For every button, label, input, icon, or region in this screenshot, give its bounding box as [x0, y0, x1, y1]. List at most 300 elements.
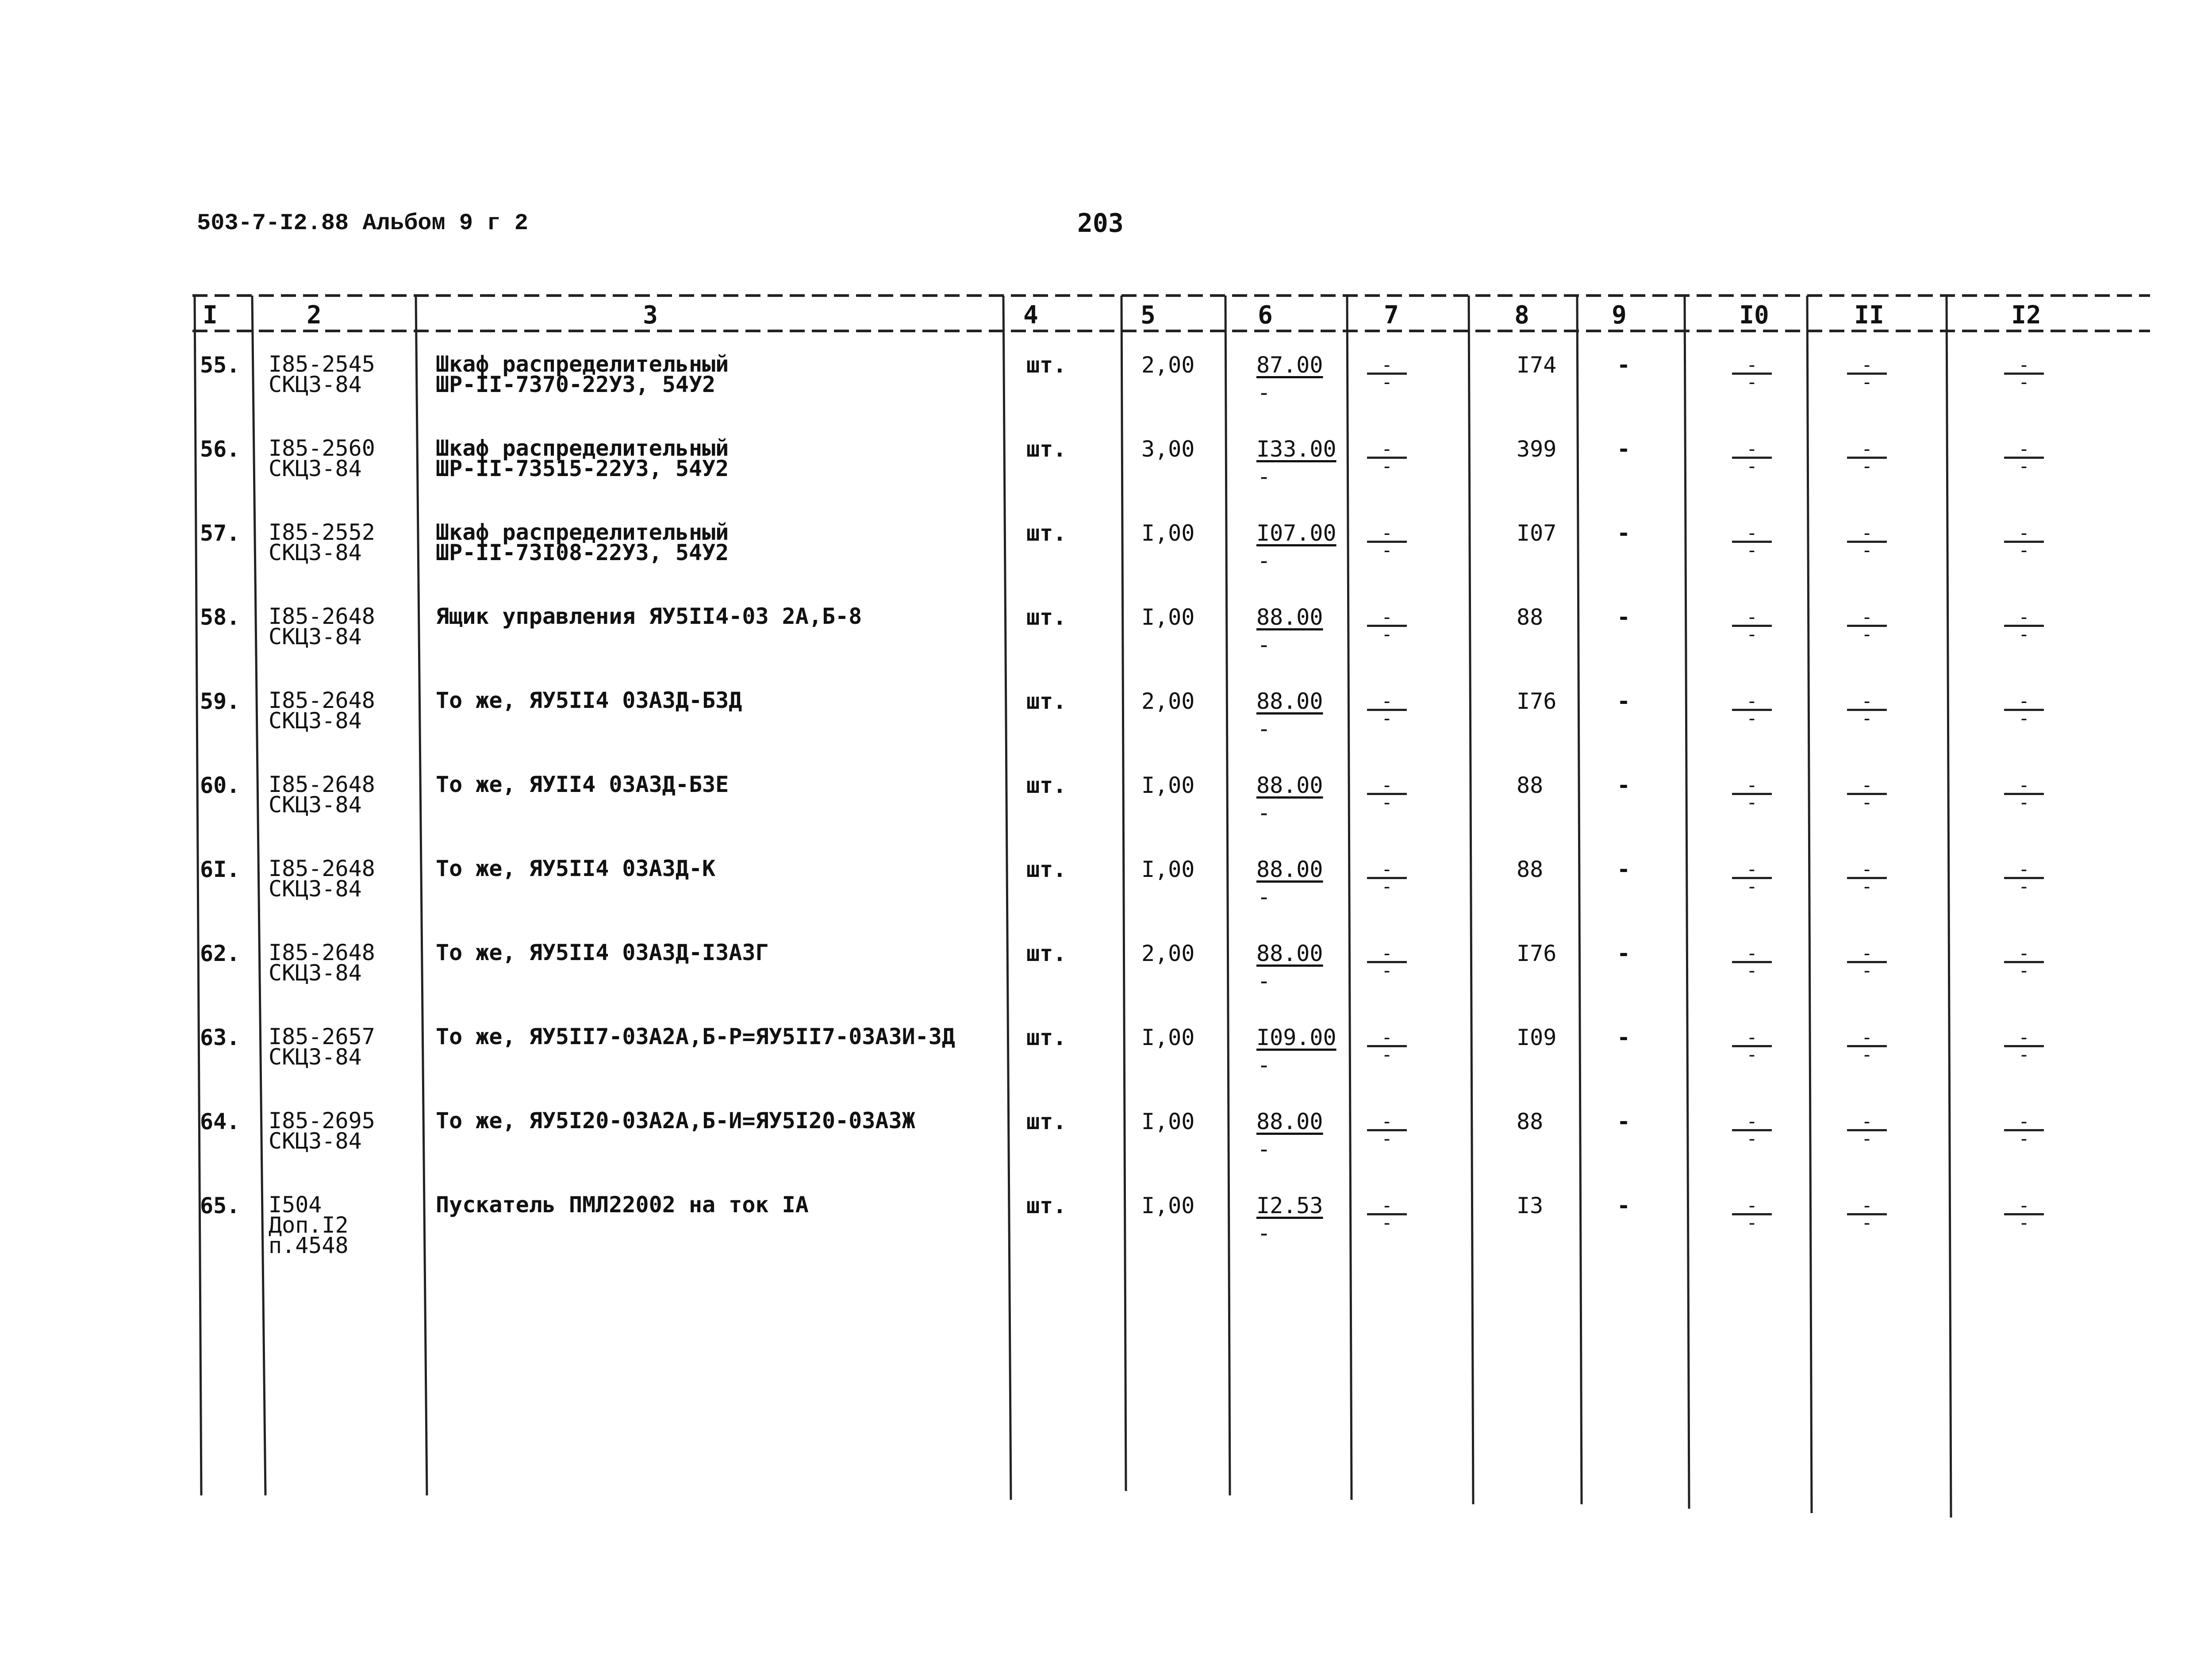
quantity: I,00: [1141, 520, 1195, 546]
table-row: [0, 1192, 2212, 1279]
column-header-11: II: [1854, 301, 1884, 330]
price-code-line: СКЦЗ-84: [269, 876, 362, 902]
price-code: [269, 435, 375, 481]
column-9-value: -: [1617, 1193, 1631, 1218]
unit-price: [1256, 522, 1336, 572]
unit: шт.: [1026, 941, 1067, 966]
fraction-denominator: -: [1861, 876, 1873, 897]
fraction-mark: [1847, 1026, 1887, 1065]
item-name: [436, 858, 715, 879]
fraction-numerator: -: [2018, 1111, 2030, 1132]
unit-price-value: 88.00: [1256, 772, 1323, 798]
fraction-numerator: -: [1381, 1026, 1393, 1048]
unit-price-sub: -: [1257, 1052, 1271, 1078]
fraction-numerator: -: [1381, 690, 1393, 712]
fraction-numerator: -: [2018, 690, 2030, 712]
price-code: [269, 772, 375, 818]
fraction-denominator: -: [1746, 371, 1758, 393]
quantity: I,00: [1141, 1109, 1195, 1134]
item-name: [436, 690, 742, 711]
column-header-8: 8: [1514, 301, 1529, 330]
quantity: 3,00: [1141, 436, 1195, 462]
fraction-numerator: -: [2018, 858, 2030, 880]
item-name-line: Ящик управления ЯУ5II4-03 2А,Б-8: [436, 603, 862, 629]
fraction-mark: [1732, 942, 1772, 981]
fraction-mark: [2004, 522, 2044, 561]
fraction-mark: [1847, 690, 1887, 729]
quantity: 2,00: [1141, 352, 1195, 378]
fraction-denominator: -: [2018, 539, 2030, 561]
fraction-mark: [1732, 438, 1772, 477]
fraction-numerator: -: [1861, 942, 1873, 964]
fraction-numerator: -: [2018, 606, 2030, 628]
row-number: 55.: [200, 352, 240, 378]
unit-price-sub: -: [1257, 464, 1271, 489]
quantity: 2,00: [1141, 688, 1195, 714]
price-code-line: СКЦЗ-84: [269, 624, 362, 649]
total-cost: I74: [1517, 352, 1557, 378]
fraction-denominator: -: [1381, 1044, 1393, 1065]
unit-price-value: 88.00: [1256, 941, 1323, 966]
total-cost: 88: [1517, 857, 1544, 882]
fraction-denominator: -: [1861, 455, 1873, 477]
unit-price-sub: -: [1257, 548, 1271, 573]
item-name: [436, 435, 729, 481]
fraction-numerator: -: [1861, 354, 1873, 376]
item-name: [436, 351, 729, 397]
item-name: [436, 519, 729, 565]
fraction-numerator: -: [1381, 354, 1393, 376]
price-code: [269, 688, 375, 734]
fraction-numerator: -: [1381, 438, 1393, 460]
item-name-line: Шкаф распределительный: [436, 435, 729, 461]
unit-price-sub: -: [1257, 632, 1271, 657]
unit-price: [1256, 606, 1323, 656]
price-code: [269, 1024, 375, 1070]
fraction-denominator: -: [2018, 1128, 2030, 1149]
column-9-value: -: [1617, 688, 1631, 714]
fraction-numerator: -: [1861, 690, 1873, 712]
item-name-line: То же, ЯУ5II4 03А3Д-Б3Д: [436, 688, 742, 713]
fraction-mark: [1367, 522, 1407, 561]
price-code-line: I85-2648: [269, 603, 375, 629]
column-header-4: 4: [1023, 301, 1038, 330]
fraction-numerator: -: [1746, 1111, 1758, 1132]
column-9-value: -: [1617, 436, 1631, 462]
column-header-9: 9: [1612, 301, 1627, 330]
fraction-denominator: -: [2018, 707, 2030, 729]
fraction-denominator: -: [2018, 792, 2030, 813]
fraction-denominator: -: [1746, 1212, 1758, 1233]
item-name-line: То же, ЯУ5II4 03А3Д-К: [436, 856, 716, 881]
fraction-denominator: -: [1861, 1212, 1873, 1233]
price-code-line: I85-2648: [269, 772, 375, 797]
fraction-denominator: -: [2018, 1044, 2030, 1065]
fraction-denominator: -: [1746, 623, 1758, 645]
column-header-12: I2: [2011, 301, 2041, 330]
unit-price-value: I33.00: [1256, 436, 1336, 462]
unit-price-sub: -: [1257, 716, 1271, 742]
fraction-numerator: -: [1746, 438, 1758, 460]
fraction-numerator: -: [1746, 1026, 1758, 1048]
fraction-mark: [1847, 438, 1887, 477]
column-header-3: 3: [643, 301, 658, 330]
fraction-mark: [1732, 522, 1772, 561]
fraction-numerator: -: [1861, 1195, 1873, 1216]
fraction-numerator: -: [1381, 774, 1393, 796]
table-row: [0, 774, 2212, 858]
fraction-mark: [1732, 774, 1772, 813]
item-name: [436, 1108, 915, 1134]
unit-price: [1256, 942, 1323, 992]
column-9-value: -: [1617, 604, 1631, 630]
row-number: 58.: [200, 604, 240, 630]
item-name-line: Шкаф распределительный: [436, 519, 729, 545]
unit: шт.: [1026, 352, 1067, 378]
fraction-numerator: -: [2018, 354, 2030, 376]
table-row: [0, 690, 2212, 774]
unit-price-sub: -: [1257, 1136, 1271, 1162]
item-name-line: ШР-II-73515-22У3, 54У2: [436, 456, 729, 481]
unit-price-sub: -: [1257, 800, 1271, 826]
unit-price-value: I09.00: [1256, 1025, 1336, 1050]
fraction-denominator: -: [1861, 960, 1873, 981]
column-9-value: -: [1617, 1025, 1631, 1050]
fraction-denominator: -: [1381, 371, 1393, 393]
fraction-denominator: -: [1381, 1212, 1393, 1233]
total-cost: 88: [1517, 604, 1544, 630]
price-code-line: СКЦЗ-84: [269, 1044, 362, 1070]
price-code: [269, 1108, 375, 1154]
item-name-line: То же, ЯУ5II4 03А3Д-I3А3Г: [436, 940, 769, 965]
unit-price-value: I2.53: [1256, 1193, 1323, 1218]
unit-price-sub: -: [1257, 1220, 1271, 1246]
fraction-mark: [1732, 354, 1772, 393]
fraction-denominator: -: [1381, 623, 1393, 645]
fraction-numerator: -: [1861, 858, 1873, 880]
unit-price-sub: -: [1257, 884, 1271, 910]
unit-price-value: 87.00: [1256, 352, 1323, 378]
fraction-numerator: -: [1861, 438, 1873, 460]
quantity: I,00: [1141, 857, 1195, 882]
price-code-line: СКЦЗ-84: [269, 960, 362, 986]
item-name-line: То же, ЯУ5II7-03А2А,Б-Р=ЯУ5II7-03А3И-3Д: [436, 1024, 955, 1049]
fraction-denominator: -: [1381, 539, 1393, 561]
unit-price-value: 88.00: [1256, 604, 1323, 630]
fraction-denominator: -: [2018, 371, 2030, 393]
unit-price-sub: -: [1257, 380, 1271, 405]
fraction-numerator: -: [1746, 606, 1758, 628]
fraction-numerator: -: [1746, 1195, 1758, 1216]
unit-price: [1256, 690, 1323, 740]
row-number: 57.: [200, 520, 240, 546]
fraction-numerator: -: [1861, 1111, 1873, 1132]
row-number: 56.: [200, 436, 240, 462]
unit: шт.: [1026, 772, 1067, 798]
fraction-denominator: -: [2018, 1212, 2030, 1233]
item-name: [436, 603, 862, 629]
fraction-mark: [1367, 438, 1407, 477]
fraction-mark: [1367, 606, 1407, 645]
unit-price: [1256, 774, 1323, 824]
price-code-line: I85-2657: [269, 1024, 375, 1049]
fraction-numerator: -: [1746, 522, 1758, 544]
table-row: [0, 435, 2212, 522]
fraction-mark: [1847, 606, 1887, 645]
unit: шт.: [1026, 1025, 1067, 1050]
unit: шт.: [1026, 857, 1067, 882]
fraction-mark: [1847, 774, 1887, 813]
price-code-line: СКЦЗ-84: [269, 456, 362, 481]
price-code: [269, 1192, 349, 1258]
column-header-5: 5: [1141, 301, 1156, 330]
fraction-denominator: -: [2018, 455, 2030, 477]
quantity: I,00: [1141, 1025, 1195, 1050]
fraction-mark: [2004, 438, 2044, 477]
fraction-mark: [1367, 942, 1407, 981]
item-name-line: ШР-II-73I08-22У3, 54У2: [436, 540, 729, 565]
price-code-line: I85-2648: [269, 688, 375, 713]
total-cost: I09: [1517, 1025, 1557, 1050]
price-code: [269, 856, 375, 902]
unit-price: [1256, 858, 1323, 908]
unit-price-sub: -: [1257, 968, 1271, 994]
total-cost: 88: [1517, 772, 1544, 798]
price-code-line: I85-2552: [269, 519, 375, 545]
fraction-denominator: -: [1861, 371, 1873, 393]
quantity: I,00: [1141, 604, 1195, 630]
total-cost: I07: [1517, 520, 1557, 546]
row-number: 65.: [200, 1193, 240, 1218]
fraction-denominator: -: [1381, 455, 1393, 477]
column-9-value: -: [1617, 941, 1631, 966]
fraction-numerator: -: [1381, 606, 1393, 628]
fraction-mark: [1732, 606, 1772, 645]
total-cost: I3: [1517, 1193, 1544, 1218]
fraction-denominator: -: [1746, 1128, 1758, 1149]
fraction-numerator: -: [1746, 942, 1758, 964]
fraction-numerator: -: [1381, 858, 1393, 880]
fraction-denominator: -: [1861, 539, 1873, 561]
price-code-line: I85-2648: [269, 856, 375, 881]
fraction-mark: [1732, 858, 1772, 897]
item-name: [436, 1192, 809, 1218]
fraction-numerator: -: [1381, 522, 1393, 544]
fraction-mark: [1847, 1195, 1887, 1233]
fraction-denominator: -: [1746, 960, 1758, 981]
price-code: [269, 940, 375, 986]
unit: шт.: [1026, 520, 1067, 546]
fraction-mark: [1367, 690, 1407, 729]
unit: шт.: [1026, 436, 1067, 462]
fraction-denominator: -: [1746, 707, 1758, 729]
item-name-line: Шкаф распределительный: [436, 351, 729, 377]
fraction-mark: [2004, 1111, 2044, 1149]
table-row: [0, 942, 2212, 1026]
fraction-denominator: -: [1381, 707, 1393, 729]
fraction-denominator: -: [2018, 623, 2030, 645]
price-code-line: I85-2648: [269, 940, 375, 965]
price-code-line: СКЦЗ-84: [269, 540, 362, 565]
fraction-numerator: -: [1746, 858, 1758, 880]
fraction-mark: [2004, 858, 2044, 897]
fraction-numerator: -: [1861, 522, 1873, 544]
unit: шт.: [1026, 604, 1067, 630]
page-number: 203: [1077, 208, 1124, 238]
fraction-denominator: -: [1381, 1128, 1393, 1149]
table-row: [0, 603, 2212, 690]
fraction-numerator: -: [1381, 1195, 1393, 1216]
item-name-line: Пускатель ПМЛ22002 на ток IА: [436, 1192, 809, 1218]
fraction-numerator: -: [2018, 522, 2030, 544]
fraction-numerator: -: [1381, 1111, 1393, 1132]
fraction-mark: [2004, 942, 2044, 981]
fraction-numerator: -: [1746, 774, 1758, 796]
row-number: 6I.: [200, 857, 240, 882]
fraction-denominator: -: [2018, 876, 2030, 897]
total-cost: 399: [1517, 436, 1557, 462]
quantity: I,00: [1141, 1193, 1195, 1218]
fraction-mark: [1732, 690, 1772, 729]
row-number: 62.: [200, 941, 240, 966]
fraction-mark: [2004, 690, 2044, 729]
unit-price: [1256, 1195, 1323, 1244]
unit-price: [1256, 1026, 1336, 1076]
price-code-line: СКЦЗ-84: [269, 1128, 362, 1154]
fraction-mark: [1847, 858, 1887, 897]
table-row: [0, 351, 2212, 438]
unit: шт.: [1026, 688, 1067, 714]
fraction-mark: [1367, 1195, 1407, 1233]
item-name-line: То же, ЯУII4 03А3Д-Б3Е: [436, 772, 729, 797]
fraction-numerator: -: [1381, 942, 1393, 964]
fraction-mark: [2004, 1026, 2044, 1065]
fraction-numerator: -: [1746, 354, 1758, 376]
column-9-value: -: [1617, 352, 1631, 378]
table-row: [0, 519, 2212, 606]
fraction-numerator: -: [1746, 690, 1758, 712]
fraction-numerator: -: [2018, 774, 2030, 796]
fraction-mark: [1367, 774, 1407, 813]
row-number: 60.: [200, 772, 240, 798]
fraction-mark: [2004, 774, 2044, 813]
column-9-value: -: [1617, 1109, 1631, 1134]
fraction-denominator: -: [1746, 539, 1758, 561]
fraction-numerator: -: [1861, 774, 1873, 796]
price-code: [269, 519, 375, 565]
row-number: 63.: [200, 1025, 240, 1050]
item-name: [436, 1026, 955, 1047]
total-cost: I76: [1517, 941, 1557, 966]
table-row: [0, 1026, 2212, 1111]
fraction-mark: [2004, 606, 2044, 645]
fraction-mark: [1732, 1195, 1772, 1233]
column-header-1: I: [203, 301, 218, 330]
item-name: [436, 774, 729, 795]
price-code-line: I504: [269, 1192, 322, 1218]
fraction-denominator: -: [2018, 960, 2030, 981]
fraction-mark: [2004, 1195, 2044, 1233]
unit-price: [1256, 354, 1323, 403]
column-header-6: 6: [1258, 301, 1273, 330]
column-header-2: 2: [307, 301, 322, 330]
fraction-denominator: -: [1381, 792, 1393, 813]
fraction-denominator: -: [1861, 1128, 1873, 1149]
fraction-mark: [1847, 1111, 1887, 1149]
fraction-denominator: -: [1381, 960, 1393, 981]
item-name-line: То же, ЯУ5I20-03А2А,Б-И=ЯУ5I20-03А3Ж: [436, 1108, 915, 1134]
fraction-numerator: -: [2018, 1195, 2030, 1216]
price-code-line: I85-2695: [269, 1108, 375, 1134]
fraction-denominator: -: [1746, 792, 1758, 813]
fraction-mark: [1367, 1026, 1407, 1065]
quantity: I,00: [1141, 772, 1195, 798]
unit: шт.: [1026, 1193, 1067, 1218]
fraction-mark: [1732, 1111, 1772, 1149]
unit-price: [1256, 438, 1336, 488]
fraction-numerator: -: [1861, 1026, 1873, 1048]
price-code-line: СКЦЗ-84: [269, 372, 362, 397]
price-code: [269, 351, 375, 397]
fraction-mark: [1367, 858, 1407, 897]
fraction-denominator: -: [1381, 876, 1393, 897]
unit: шт.: [1026, 1109, 1067, 1134]
fraction-denominator: -: [1746, 876, 1758, 897]
fraction-numerator: -: [2018, 942, 2030, 964]
fraction-denominator: -: [1746, 455, 1758, 477]
item-name-line: ШР-II-7370-22У3, 54У2: [436, 372, 716, 397]
unit-price-value: 88.00: [1256, 857, 1323, 882]
column-header-10: I0: [1739, 301, 1769, 330]
fraction-mark: [1367, 354, 1407, 393]
unit-price-value: I07.00: [1256, 520, 1336, 546]
column-9-value: -: [1617, 857, 1631, 882]
price-code-line: Доп.I2: [269, 1212, 349, 1238]
unit-price-value: 88.00: [1256, 1109, 1323, 1134]
total-cost: I76: [1517, 688, 1557, 714]
fraction-mark: [1847, 354, 1887, 393]
quantity: 2,00: [1141, 941, 1195, 966]
price-code-line: СКЦЗ-84: [269, 708, 362, 734]
table-row: [0, 858, 2212, 942]
fraction-denominator: -: [1861, 792, 1873, 813]
table-row: [0, 1108, 2212, 1195]
row-number: 59.: [200, 688, 240, 714]
fraction-mark: [1732, 1026, 1772, 1065]
fraction-mark: [1847, 942, 1887, 981]
fraction-denominator: -: [1861, 707, 1873, 729]
row-number: 64.: [200, 1109, 240, 1134]
price-code-line: I85-2560: [269, 435, 375, 461]
unit-price-value: 88.00: [1256, 688, 1323, 714]
fraction-mark: [2004, 354, 2044, 393]
price-code-line: СКЦЗ-84: [269, 792, 362, 818]
fraction-numerator: -: [2018, 438, 2030, 460]
fraction-mark: [1847, 522, 1887, 561]
total-cost: 88: [1517, 1109, 1544, 1134]
fraction-numerator: -: [1861, 606, 1873, 628]
column-9-value: -: [1617, 772, 1631, 798]
document-title: 503-7-I2.88 Альбом 9 г 2: [197, 210, 528, 236]
fraction-mark: [1367, 1111, 1407, 1149]
item-name: [436, 942, 769, 963]
fraction-numerator: -: [2018, 1026, 2030, 1048]
fraction-denominator: -: [1746, 1044, 1758, 1065]
column-header-7: 7: [1384, 301, 1399, 330]
fraction-denominator: -: [1861, 623, 1873, 645]
unit-price: [1256, 1111, 1323, 1160]
price-code-line: I85-2545: [269, 351, 375, 377]
